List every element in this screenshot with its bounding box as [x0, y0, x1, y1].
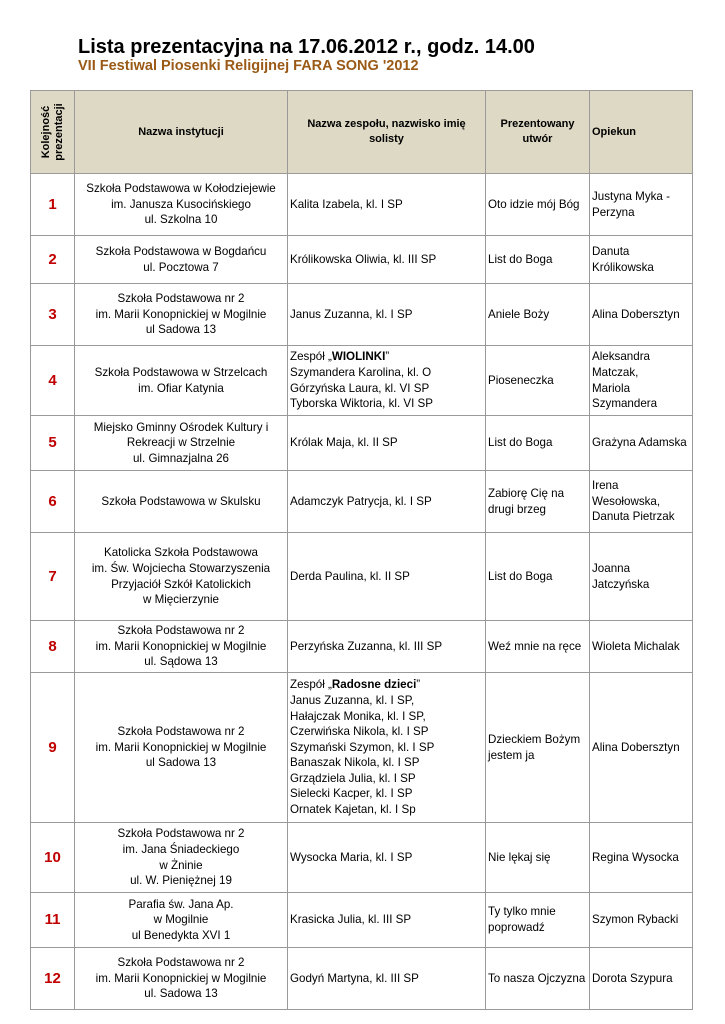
- institution-line: ul. Gimnazjalna 26: [132, 451, 230, 465]
- table-row: [31, 621, 693, 673]
- guardian-line: Królikowska: [592, 260, 654, 274]
- performer-line: Królak Maja, kl. II SP: [290, 436, 398, 450]
- institution-line: Przyjaciół Szkół Katolickich: [111, 577, 251, 591]
- band-suffix: ”: [385, 350, 390, 364]
- song-cell: [486, 471, 590, 533]
- institution-line: ul. Sądowa 13: [144, 655, 218, 669]
- guardian-cell: [590, 346, 693, 416]
- song-title: Pioseneczka: [488, 373, 554, 387]
- guardian-line: Matczak,: [592, 365, 639, 379]
- song-cell: [486, 284, 590, 346]
- performer-cell: [288, 284, 486, 346]
- performer-line: Górzyńska Laura, kl. VI SP: [290, 381, 430, 395]
- song-cell: [486, 236, 590, 284]
- performer-line: Grządziela Julia, kl. I SP: [290, 771, 416, 785]
- institution-line: im. Janusza Kusocińskiego: [111, 197, 251, 211]
- guardian-line: Szymandera: [592, 397, 658, 411]
- guardian-line: Danuta Pietrzak: [592, 510, 675, 524]
- guardian-line: Dorota Szypura: [592, 971, 673, 985]
- row-number: 7: [31, 533, 75, 621]
- institution-line: im. Św. Wojciecha Stowarzyszenia: [91, 561, 271, 575]
- institution-cell: [75, 346, 288, 416]
- header-institution: Nazwa instytucji: [75, 91, 288, 174]
- performer-line: Sielecki Kacper, kl. I SP: [290, 787, 413, 801]
- table-row: [31, 284, 693, 346]
- song-title: Dzieckiem Bożym jestem ja: [488, 732, 581, 762]
- performer-cell: [288, 236, 486, 284]
- performer-cell: [288, 471, 486, 533]
- row-number: 6: [31, 471, 75, 533]
- institution-cell: [75, 174, 288, 236]
- institution-cell: [75, 621, 288, 673]
- row-number: 10: [31, 823, 75, 893]
- institution-cell: [75, 823, 288, 893]
- table-row: [31, 823, 693, 893]
- institution-line: ul. Szkolna 10: [144, 213, 218, 227]
- band-prefix: Zespół „: [290, 678, 332, 692]
- institution-line: ul. W. Pieniężnej 19: [130, 874, 232, 888]
- row-number: 2: [31, 236, 75, 284]
- institution-cell: [75, 284, 288, 346]
- guardian-line: Mariola: [592, 381, 631, 395]
- guardian-cell: [590, 621, 693, 673]
- guardian-cell: [590, 823, 693, 893]
- institution-cell: [75, 416, 288, 471]
- song-cell: [486, 948, 590, 1010]
- performer-cell: [288, 346, 486, 416]
- institution-line: Szkoła Podstawowa w Strzelcach: [94, 365, 268, 379]
- guardian-line: Perzyna: [592, 205, 635, 219]
- guardian-cell: [590, 893, 693, 948]
- header-order: [31, 91, 75, 174]
- performer-line: Czerwińska Nikola, kl. I SP: [290, 725, 429, 739]
- performer-cell: [288, 174, 486, 236]
- institution-cell: [75, 948, 288, 1010]
- performer-line: Godyń Martyna, kl. III SP: [290, 971, 419, 985]
- table-row: [31, 533, 693, 621]
- institution-line: ul Sadowa 13: [145, 756, 217, 770]
- row-number: 4: [31, 346, 75, 416]
- performer-cell: [288, 673, 486, 823]
- performer-cell: [288, 823, 486, 893]
- header-order-label: Kolejność prezentacji: [39, 103, 65, 161]
- institution-line: im. Jana Śniadeckiego: [122, 842, 240, 856]
- song-title: Zabiorę Cię na drugi brzeg: [488, 486, 565, 516]
- guardian-line: Danuta: [592, 244, 630, 258]
- institution-line: im. Marii Konopnickiej w Mogilnie: [95, 307, 267, 321]
- presentation-table: [30, 90, 693, 1010]
- guardian-line: Justyna Myka -: [592, 189, 670, 203]
- song-cell: [486, 174, 590, 236]
- institution-line: w Żninie: [159, 858, 203, 872]
- table-row: [31, 471, 693, 533]
- table-row: [31, 346, 693, 416]
- guardian-cell: [590, 416, 693, 471]
- song-cell: [486, 673, 590, 823]
- song-cell: [486, 621, 590, 673]
- guardian-line: Joanna: [592, 561, 631, 575]
- band-line: [290, 349, 483, 365]
- performer-line: Derda Paulina, kl. II SP: [290, 569, 410, 583]
- header-performer: Nazwa zespołu, nazwisko imię solisty: [288, 91, 486, 174]
- guardian-line: Szymon Rybacki: [592, 913, 679, 927]
- performer-line: Janus Zuzanna, kl. I SP: [290, 307, 413, 321]
- institution-line: Szkoła Podstawowa nr 2: [117, 827, 245, 841]
- performer-line: Perzyńska Zuzanna, kl. III SP: [290, 639, 443, 653]
- guardian-line: Irena: [592, 479, 619, 493]
- song-cell: [486, 533, 590, 621]
- guardian-cell: [590, 948, 693, 1010]
- institution-line: im. Marii Konopnickiej w Mogilnie: [95, 639, 267, 653]
- band-prefix: Zespół „: [290, 350, 332, 364]
- institution-line: Szkoła Podstawowa nr 2: [117, 725, 245, 739]
- page-title: Lista prezentacyjna na 17.06.2012 r., godz. 14.00: [78, 36, 535, 58]
- performer-line: Krasicka Julia, kl. III SP: [290, 913, 412, 927]
- table-row: [31, 948, 693, 1010]
- song-title: Oto idzie mój Bóg: [488, 197, 580, 211]
- performer-line: Banaszak Nikola, kl. I SP: [290, 756, 420, 770]
- institution-cell: [75, 673, 288, 823]
- table-row: [31, 174, 693, 236]
- song-cell: [486, 893, 590, 948]
- institution-line: Szkoła Podstawowa nr 2: [117, 624, 245, 638]
- song-title: Aniele Boży: [488, 307, 550, 321]
- institution-line: ul. Sadowa 13: [144, 987, 218, 1001]
- band-name: WIOLINKI: [331, 350, 386, 364]
- performer-line: Adamczyk Patrycja, kl. I SP: [290, 494, 432, 508]
- guardian-cell: [590, 673, 693, 823]
- table-row: [31, 673, 693, 823]
- performer-line: Ornatek Kajetan, kl. I Sp: [290, 803, 416, 817]
- table-header-row: [31, 91, 693, 174]
- performer-line: Hałajczak Monika, kl. I SP,: [290, 709, 426, 723]
- guardian-cell: [590, 284, 693, 346]
- institution-line: im. Ofiar Katynia: [138, 381, 224, 395]
- song-title: Ty tylko mnie poprowadź: [488, 905, 556, 934]
- band-suffix: ”: [416, 678, 421, 692]
- institution-line: Katolicka Szkoła Podstawowa: [103, 546, 259, 560]
- institution-line: Szkoła Podstawowa w Skulsku: [101, 494, 261, 508]
- performer-cell: [288, 416, 486, 471]
- performer-line: Wysocka Maria, kl. I SP: [290, 850, 413, 864]
- row-number: 3: [31, 284, 75, 346]
- guardian-line: Grażyna Adamska: [592, 436, 687, 450]
- song-title: To nasza Ojczyzna: [488, 971, 586, 985]
- guardian-cell: [590, 471, 693, 533]
- institution-line: w Mięcierzynie: [142, 593, 220, 607]
- performer-line: Tyborska Wiktoria, kl. VI SP: [290, 397, 434, 411]
- header-guardian: Opiekun: [590, 91, 693, 174]
- row-number: 11: [31, 893, 75, 948]
- performer-line: Szymański Szymon, kl. I SP: [290, 740, 435, 754]
- song-title: List do Boga: [488, 436, 553, 450]
- institution-cell: [75, 236, 288, 284]
- song-title: Nie lękaj się: [488, 850, 551, 864]
- song-title: Weź mnie na ręce: [488, 639, 582, 653]
- header-song: Prezentowany utwór: [486, 91, 590, 174]
- table-row: [31, 893, 693, 948]
- song-cell: [486, 346, 590, 416]
- institution-cell: [75, 471, 288, 533]
- row-number: 12: [31, 948, 75, 1010]
- guardian-cell: [590, 236, 693, 284]
- band-line: [290, 677, 483, 693]
- performer-line: Kalita Izabela, kl. I SP: [290, 197, 403, 211]
- performer-cell: [288, 533, 486, 621]
- institution-line: im. Marii Konopnickiej w Mogilnie: [95, 971, 267, 985]
- band-name: Radosne dzieci: [331, 678, 417, 692]
- row-number: 5: [31, 416, 75, 471]
- institution-line: im. Marii Konopnickiej w Mogilnie: [95, 740, 267, 754]
- guardian-line: Wesołowska,: [592, 494, 661, 508]
- row-number: 1: [31, 174, 75, 236]
- institution-line: Szkoła Podstawowa w Kołodziejewie: [86, 182, 276, 196]
- guardian-cell: [590, 174, 693, 236]
- row-number: 8: [31, 621, 75, 673]
- performer-line: Szymandera Karolina, kl. O: [290, 365, 432, 379]
- performer-line: Janus Zuzanna, kl. I SP,: [290, 693, 415, 707]
- performer-cell: [288, 893, 486, 948]
- institution-line: Szkoła Podstawowa nr 2: [117, 292, 245, 306]
- performer-cell: [288, 948, 486, 1010]
- institution-cell: [75, 533, 288, 621]
- row-number: 9: [31, 673, 75, 823]
- table-row: [31, 416, 693, 471]
- institution-line: ul Sadowa 13: [145, 323, 217, 337]
- guardian-line: Alina Dobersztyn: [592, 307, 680, 321]
- institution-line: Rekreacji w Strzelnie: [126, 436, 236, 450]
- institution-cell: [75, 893, 288, 948]
- table-row: [31, 236, 693, 284]
- guardian-cell: [590, 533, 693, 621]
- guardian-line: Jatczyńska: [592, 577, 650, 591]
- institution-line: Parafia św. Jana Ap.: [128, 897, 234, 911]
- performer-line: Królikowska Oliwia, kl. III SP: [290, 252, 437, 266]
- institution-line: w Mogilnie: [153, 913, 209, 927]
- institution-line: Miejsko Gminny Ośrodek Kultury i: [93, 420, 269, 434]
- guardian-line: Aleksandra: [592, 350, 651, 364]
- guardian-line: Wioleta Michalak: [592, 639, 680, 653]
- song-title: List do Boga: [488, 569, 553, 583]
- song-title: List do Boga: [488, 252, 553, 266]
- guardian-line: Regina Wysocka: [592, 850, 679, 864]
- song-cell: [486, 823, 590, 893]
- performer-cell: [288, 621, 486, 673]
- institution-line: Szkoła Podstawowa w Bogdańcu: [95, 244, 267, 258]
- institution-line: Szkoła Podstawowa nr 2: [117, 956, 245, 970]
- page-subtitle: VII Festiwal Piosenki Religijnej FARA SONG '2012: [78, 58, 419, 74]
- institution-line: ul. Pocztowa 7: [143, 260, 219, 274]
- song-cell: [486, 416, 590, 471]
- guardian-line: Alina Dobersztyn: [592, 740, 680, 754]
- institution-line: ul Benedykta XVI 1: [131, 928, 231, 942]
